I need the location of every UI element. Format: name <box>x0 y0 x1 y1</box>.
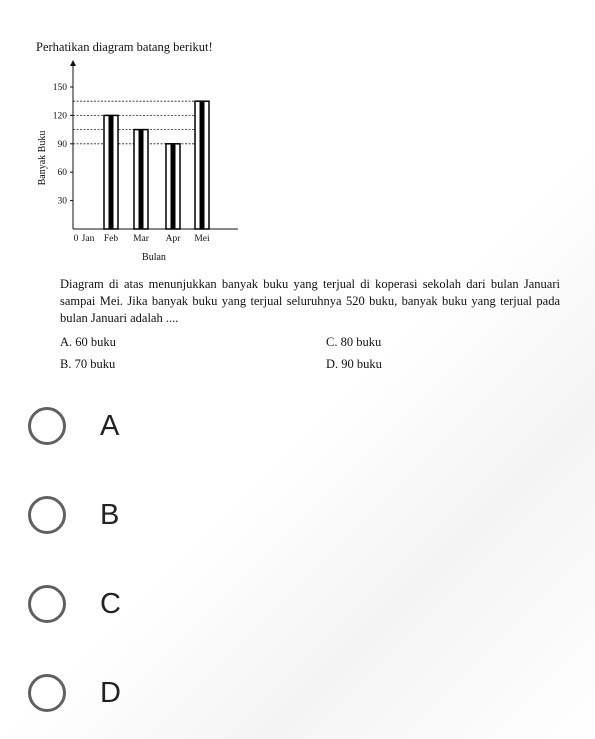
radio-circle-icon[interactable] <box>28 496 66 534</box>
y-axis-label: Banyak Buku <box>37 130 48 186</box>
x-axis-label: Bulan <box>142 252 166 263</box>
answer-label-d: D <box>100 677 121 709</box>
bar <box>166 144 180 229</box>
bar <box>104 115 118 229</box>
answer-label-a: A <box>100 410 120 442</box>
y-tick-label: 60 <box>57 168 67 179</box>
answer-label-c: C <box>100 588 121 620</box>
bar-chart <box>30 50 240 275</box>
y-tick-label: 30 <box>57 196 67 207</box>
y-tick-label: 90 <box>57 139 67 150</box>
x-tick-label: Jan <box>81 234 95 244</box>
y-axis-arrow-icon <box>70 60 76 66</box>
radio-circle-icon[interactable] <box>28 585 66 623</box>
option-d-text: D. 90 buku <box>326 357 382 371</box>
radio-circle-icon[interactable] <box>28 674 66 712</box>
answer-choice-b[interactable] <box>28 494 328 544</box>
question-text: Diagram di atas menunjukkan banyak buku yang terjual di koperasi sekolah dari bulan Januari sampai Mei. Jika banyak buku yang terjual seluruhnya 520 buku, banyak buku yang terjual pada bulan Januari adalah .... <box>60 277 560 325</box>
origin-label: 0 <box>73 234 79 244</box>
x-tick-label: Apr <box>165 234 181 244</box>
radio-circle-icon[interactable] <box>28 407 66 445</box>
bar-fill <box>171 144 176 229</box>
bar <box>134 130 148 229</box>
option-a-text: A. 60 buku <box>60 335 116 349</box>
answer-choice-c[interactable] <box>28 583 328 633</box>
x-tick-label: Mei <box>194 234 210 244</box>
option-b-text: B. 70 buku <box>60 357 116 371</box>
answer-label-b: B <box>100 499 120 531</box>
bar-fill <box>200 101 205 229</box>
bar-fill <box>139 130 144 229</box>
y-tick-label: 150 <box>52 83 67 93</box>
bar-fill <box>109 115 114 229</box>
x-tick-label: Mar <box>133 234 149 244</box>
option-c-text: C. 80 buku <box>326 335 382 349</box>
bar <box>195 101 209 229</box>
answer-choice-a[interactable] <box>28 405 328 455</box>
y-tick-label: 120 <box>52 111 67 122</box>
answer-choice-d[interactable] <box>28 672 328 722</box>
question-prompt: Perhatikan diagram batang berikut! <box>36 40 213 54</box>
x-tick-label: Feb <box>103 234 119 244</box>
